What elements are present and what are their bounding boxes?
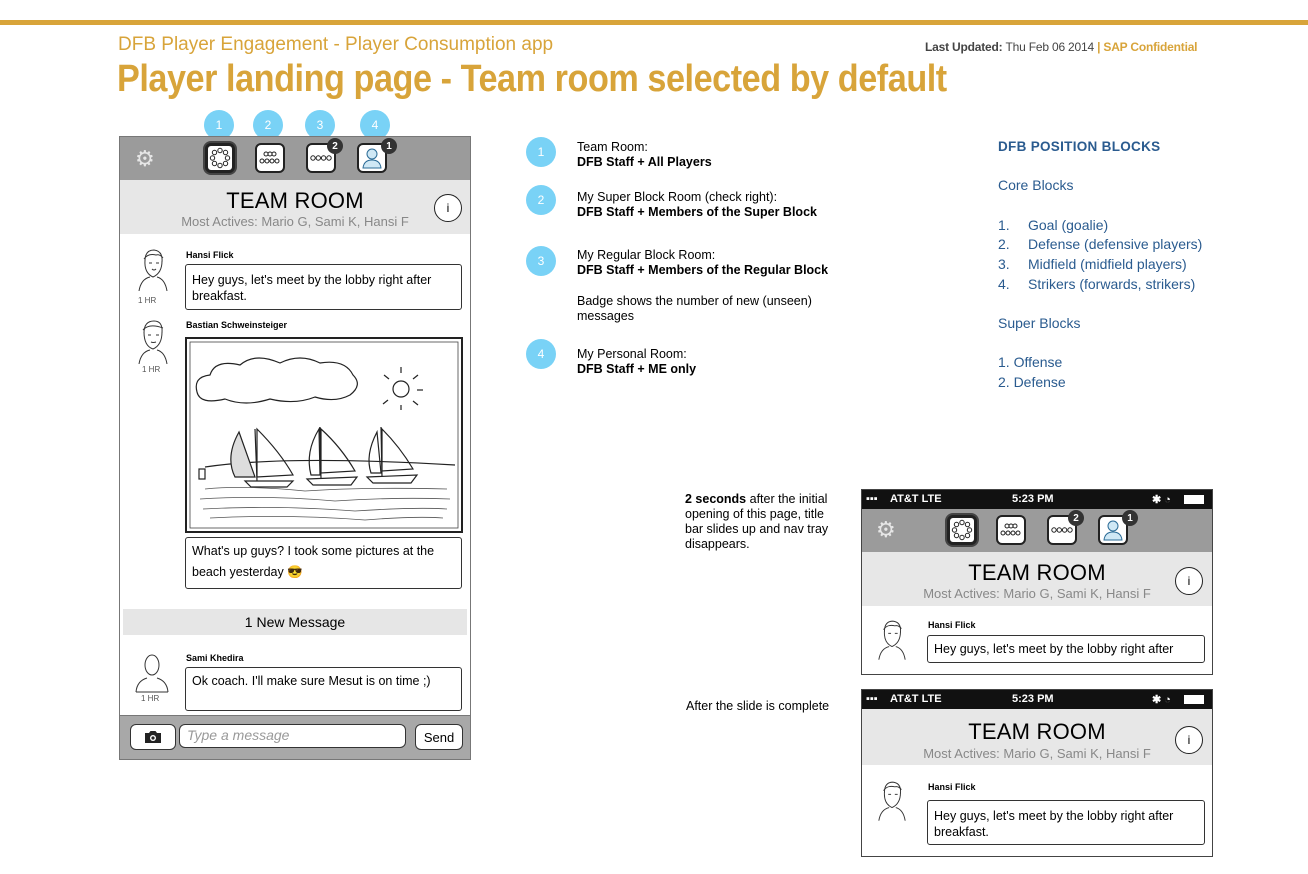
regular-block-icon (309, 153, 333, 163)
sender-name: Sami Khedira (186, 653, 244, 663)
super-block-icon (258, 150, 282, 166)
sender-name: Bastian Schweinsteiger (186, 320, 288, 330)
item-label: Strikers (forwards, strikers) (1028, 276, 1196, 292)
slide-caption (685, 492, 845, 552)
status-bar (862, 690, 1212, 709)
battery-icon (1184, 495, 1204, 504)
item-label: Midfield (midfield players) (1028, 256, 1187, 272)
message-time: 1 HR (141, 694, 160, 703)
regular-block-badge: 2 (1068, 510, 1084, 526)
personal-room-badge: 1 (1122, 510, 1138, 526)
item-label: Defense (defensive players) (1028, 236, 1203, 252)
message-bubble: Hey guys, let's meet by the lobby right after breakfast. (185, 264, 462, 310)
nav-tray (862, 509, 1212, 552)
slide-caption-rest: after the initial opening of this page, title bar slides up and nav tray disappears. (685, 492, 829, 551)
legend-title: My Super Block Room (check right): (577, 190, 778, 204)
item-label: Goal (goalie) (1028, 217, 1109, 233)
message-bubble: Ok coach. I'll make sure Mesut is on time ;) (185, 667, 462, 711)
signal-icon: ▪▪▪ (866, 693, 878, 705)
marker-1: 1 (204, 110, 234, 140)
core-block-item (998, 217, 1109, 233)
confidential-label: | SAP Confidential (1097, 40, 1198, 54)
room-header (862, 552, 1212, 606)
beach-photo[interactable] (185, 337, 463, 533)
clock: 5:23 PM (1012, 493, 1054, 505)
header-rule (0, 20, 1308, 25)
item-number: 4. (998, 276, 1010, 292)
clock: 5:23 PM (1012, 693, 1054, 705)
legend-marker-3: 3 (526, 246, 556, 276)
avatar-hansi (876, 618, 908, 660)
super-block-item: 1. Offense (998, 354, 1063, 370)
camera-icon (144, 730, 162, 744)
room-header (120, 180, 470, 234)
legend-detail: DFB Staff + Members of the Regular Block (577, 263, 829, 277)
core-block-item (998, 276, 1196, 292)
legend-detail: DFB Staff + Members of the Super Block (577, 205, 817, 219)
signal-icon: ▪▪▪ (866, 493, 878, 505)
info-button[interactable]: i (434, 194, 462, 222)
team-room-icon (209, 147, 231, 169)
new-message-divider: 1 New Message (123, 609, 467, 635)
super-block-item: 2. Defense (998, 374, 1066, 390)
avatar-hansi (136, 247, 170, 291)
status-bar (862, 490, 1212, 509)
nav-team-room[interactable] (205, 143, 235, 173)
legend-title: Team Room: (577, 140, 648, 154)
legend-marker-4: 4 (526, 339, 556, 369)
message-time: 1 HR (138, 296, 157, 305)
last-updated-date: Thu Feb 06 2014 (1005, 40, 1094, 54)
room-title: TEAM ROOM (968, 719, 1106, 744)
personal-room-icon (1103, 519, 1123, 541)
carrier-label: AT&T LTE (890, 693, 942, 705)
camera-button[interactable] (130, 724, 176, 750)
last-updated (925, 40, 1197, 54)
message-bubble: Hey guys, let's meet by the lobby right after breakfast. (927, 800, 1205, 845)
item-number: 3. (998, 256, 1010, 272)
nav-super-block[interactable] (996, 515, 1026, 545)
marker-4: 4 (360, 110, 390, 140)
sender-name: Hansi Flick (928, 620, 976, 630)
phone-mockup (119, 136, 471, 760)
legend-item-3 (577, 248, 828, 278)
room-title: TEAM ROOM (968, 560, 1106, 585)
regular-block-badge: 2 (327, 138, 343, 154)
legend-detail: DFB Staff + ME only (577, 362, 697, 376)
legend-marker-2: 2 (526, 185, 556, 215)
badge-note: Badge shows the number of new (unseen) messages (577, 294, 812, 323)
core-blocks-label: Core Blocks (998, 177, 1074, 193)
personal-room-badge: 1 (381, 138, 397, 154)
gear-icon[interactable]: ⚙ (135, 146, 155, 171)
message-input[interactable]: Type a message (179, 724, 406, 748)
legend-item-1 (577, 140, 712, 170)
slide-caption-bold: 2 seconds (685, 492, 747, 506)
legend-detail: DFB Staff + All Players (577, 155, 712, 169)
room-title: TEAM ROOM (226, 188, 364, 213)
marker-2: 2 (253, 110, 283, 140)
info-button[interactable]: i (1175, 567, 1203, 595)
sender-name: Hansi Flick (186, 250, 234, 260)
most-actives: Most Actives: Mario G, Sami K, Hansi F (923, 586, 1151, 601)
super-blocks-label: Super Blocks (998, 315, 1081, 331)
composer-bar (120, 715, 470, 760)
after-caption: After the slide is complete (686, 699, 830, 713)
avatar-placeholder (134, 653, 170, 693)
message-bubble: What's up guys? I took some pictures at the beach yesterday 😎 (185, 537, 462, 589)
sender-name: Hansi Flick (928, 782, 976, 792)
legend-title: My Regular Block Room: (577, 248, 716, 262)
regular-block-icon (1050, 525, 1074, 535)
last-updated-label: Last Updated: (925, 40, 1003, 54)
core-block-item (998, 256, 1187, 272)
legend-item-4 (577, 347, 696, 377)
carrier-label: AT&T LTE (890, 493, 942, 505)
send-button[interactable]: Send (415, 724, 463, 750)
document-subtitle: DFB Player Engagement - Player Consumption app (118, 34, 554, 55)
team-room-icon (951, 519, 973, 541)
info-button[interactable]: i (1175, 726, 1203, 754)
legend-item-2 (577, 190, 817, 220)
core-block-item (998, 236, 1203, 252)
battery-icon (1184, 695, 1204, 704)
legend-marker-1: 1 (526, 137, 556, 167)
page-title: Player landing page - Team room selected by default (117, 58, 947, 100)
blocks-heading: DFB POSITION BLOCKS (998, 139, 1161, 154)
message-time: 1 HR (142, 365, 161, 374)
room-header (862, 709, 1212, 765)
gear-icon[interactable]: ⚙ (876, 517, 896, 542)
screen-slide-complete (861, 689, 1213, 857)
personal-room-icon (362, 147, 382, 169)
message-bubble: Hey guys, let's meet by the lobby right after (927, 635, 1205, 663)
item-number: 2. (998, 236, 1010, 252)
marker-3: 3 (305, 110, 335, 140)
item-number: 1. (998, 217, 1010, 233)
super-block-icon (999, 522, 1023, 538)
bluetooth-icon: ✱ ◔ (1152, 694, 1171, 706)
avatar-hansi (876, 779, 908, 821)
avatar-bastian (136, 318, 170, 364)
most-actives: Most Actives: Mario G, Sami K, Hansi F (923, 746, 1151, 761)
bluetooth-icon: ✱ ◔ (1152, 494, 1171, 506)
nav-tray (120, 137, 470, 180)
legend-title: My Personal Room: (577, 347, 687, 361)
nav-team-room[interactable] (947, 515, 977, 545)
nav-super-block[interactable] (255, 143, 285, 173)
screen-slide-start (861, 489, 1213, 675)
most-actives: Most Actives: Mario G, Sami K, Hansi F (181, 214, 409, 229)
